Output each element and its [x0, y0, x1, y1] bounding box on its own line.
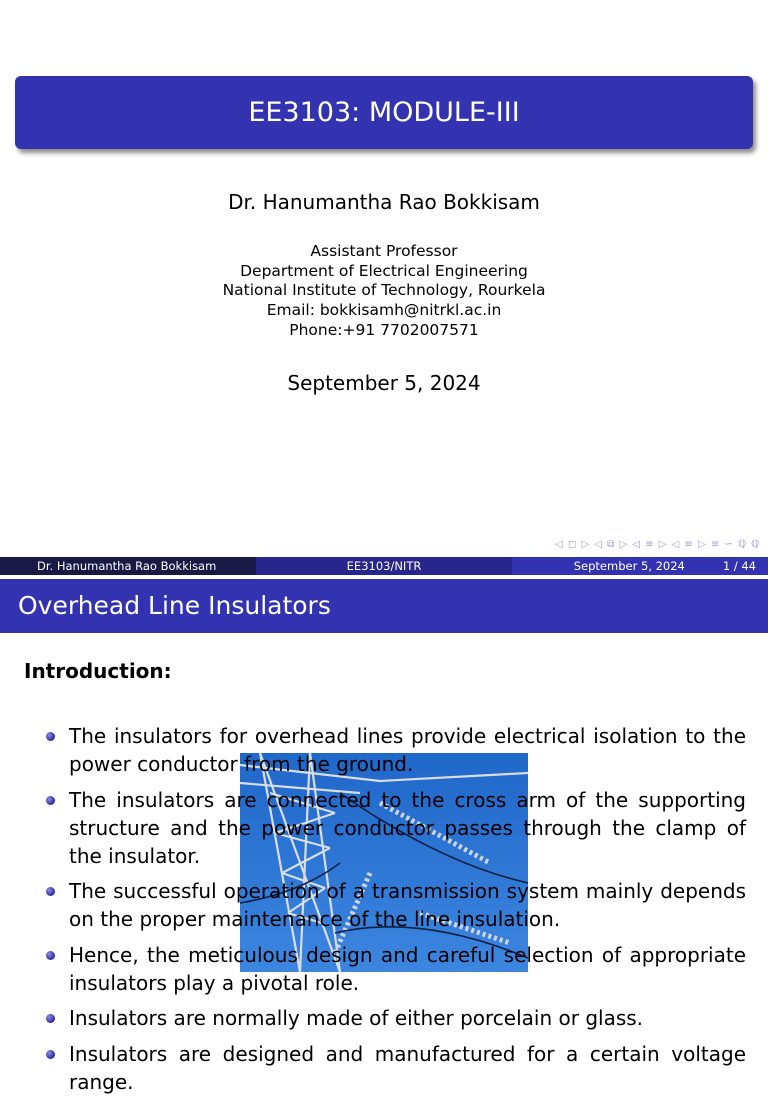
slide-title: EE3103: MODULE-III: [15, 76, 753, 149]
bullet-icon: [46, 1014, 55, 1023]
list-item-text: Hence, the meticulous design and careful selection of appropriate insulators play a pivotal role.: [69, 942, 746, 995]
list-item: [46, 786, 746, 870]
footer-date: September 5, 2024: [573, 559, 685, 573]
frame-title: Overhead Line Insulators: [0, 579, 768, 633]
list-item-text: Insulators are designed and manufactured for a certain voltage range.: [69, 1041, 746, 1094]
affiliation-line: Department of Electrical Engineering: [240, 261, 528, 280]
footer-date-page: [512, 557, 768, 575]
slide-footer: [0, 557, 768, 575]
beamer-navigation-icons[interactable]: ◁ ◻ ▷ ◁ ⧉ ▷ ◁ ≡ ▷ ◁ ≡ ▷ ≡ ∽ ℚ ℚ: [555, 539, 760, 550]
list-item-text: The insulators are connected to the cross arm of the supporting structure and the power conductor passes through the clamp of the insulator.: [69, 787, 746, 868]
affiliation-phone: Phone:+91 7702007571: [289, 320, 479, 339]
bullet-list: [46, 722, 746, 1103]
list-item-text: The successful operation of a transmission system mainly depends on the proper maintenance of the line insulation.: [69, 879, 746, 931]
bullet-icon: [46, 951, 55, 960]
bullet-icon: [46, 732, 55, 741]
list-item: [46, 1004, 746, 1032]
list-item: [46, 941, 746, 997]
author-affiliation: [0, 242, 768, 341]
bullet-icon: [46, 887, 55, 896]
list-item: [46, 877, 746, 933]
affiliation-line: Assistant Professor: [310, 242, 458, 260]
bullet-icon: [46, 1050, 55, 1059]
affiliation-email: Email: bokkisamh@nitrkl.ac.in: [266, 301, 502, 320]
author-name: Dr. Hanumantha Rao Bokkisam: [228, 190, 540, 214]
footer-author: Dr. Hanumantha Rao Bokkisam: [0, 557, 256, 575]
list-item: [46, 1040, 746, 1096]
affiliation-line: National Institute of Technology, Rourkela: [222, 281, 546, 300]
section-heading: Introduction:: [24, 659, 172, 683]
list-item: [46, 722, 746, 778]
footer-course: EE3103/NITR: [256, 557, 512, 575]
footer-page-number: 1 / 44: [722, 559, 756, 573]
bullet-icon: [46, 796, 55, 805]
presentation-date: September 5, 2024: [287, 371, 481, 395]
list-item-text: Insulators are normally made of either porcelain or glass.: [69, 1006, 644, 1030]
list-item-text: The insulators for overhead lines provide electrical isolation to the power conductor from the ground.: [69, 724, 746, 776]
